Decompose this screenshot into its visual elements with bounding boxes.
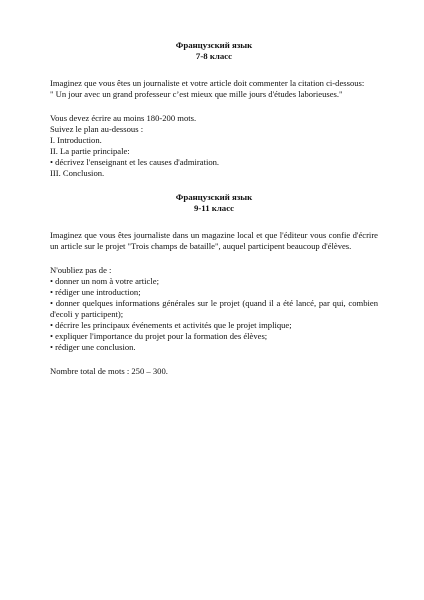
section2-reminder-intro: N'oubliez pas de : [50,265,112,275]
plan-item: III. Conclusion. [50,168,105,178]
reminder-item: • rédiger une introduction; [50,287,141,297]
document-page [50,40,378,377]
section2-grade: 9-11 класс [193,203,235,213]
section2-prompt: Imaginez que vous êtes journaliste dans un magazine local et que l'éditeur vous confie d'écrire un article sur le projet "Trois champs de bataille", auquel participent beaucoup d'élèves. [50,230,378,251]
section1-prompt: Imaginez que vous êtes un journaliste et votre article doit commenter la citation ci-dessous: [50,78,365,88]
section1-quote: " Un jour avec un grand professeur c’est mieux que mille jours d'études laborieuses." [50,89,343,99]
section1-words-required: Vous devez écrire au moins 180-200 mots. [50,113,197,123]
plan-item: • décrivez l'enseignant et les causes d'admiration. [50,157,220,167]
section2-word-count: Nombre total de mots : 250 – 300. [50,366,168,376]
section1-plan-intro: Suivez le plan au-dessous : [50,124,144,134]
reminder-item: • expliquer l'importance du projet pour la formation des élèves; [50,331,268,341]
plan-item: I. Introduction. [50,135,102,145]
section1-title: Французский язык [175,40,253,50]
section1-grade: 7-8 класс [195,51,233,61]
reminder-item: • donner quelques informations générales sur le projet (quand il a été lancé, par qui, combien d'ecoli y participent); [50,298,378,319]
plan-item: II. La partie principale: [50,146,130,156]
reminder-item: • décrire les principaux événements et activités que le projet implique; [50,320,292,330]
reminder-item: • donner un nom à votre article; [50,276,159,286]
section2-title: Французский язык [175,192,253,202]
reminder-item: • rédiger une conclusion. [50,342,136,352]
